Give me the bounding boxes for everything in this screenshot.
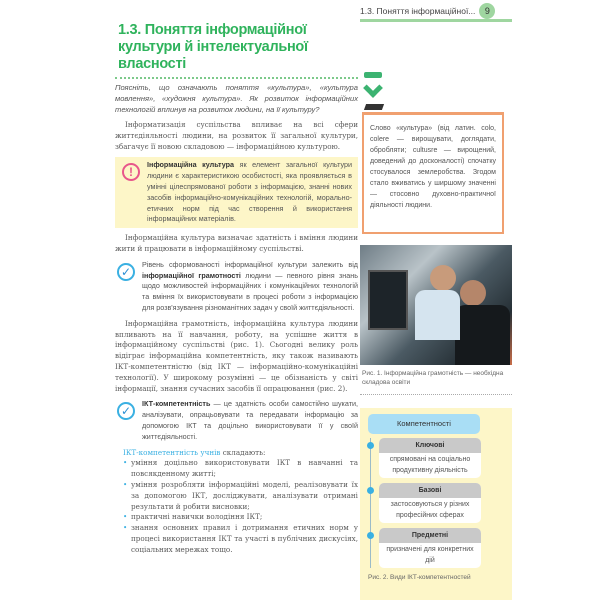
card-title: Предметні xyxy=(379,528,481,543)
divider xyxy=(360,394,512,395)
card-title: Ключові xyxy=(379,438,481,453)
diagram-card-key xyxy=(379,438,504,478)
list-item: • знання основних правил і дотримання етичних норм у процесі використання ІКТ та участі в публічних дискусіях, соціальних мережах тощо. xyxy=(123,523,358,555)
list-intro xyxy=(123,448,358,459)
divider xyxy=(115,77,358,79)
competence-list xyxy=(115,448,358,556)
card-title: Базові xyxy=(379,483,481,498)
etymology-sidebar: Слово «культура» (від латин. colo, colere — вирощувати, доглядати, обробляти; cultusre — вирощений, доведений до досконалості) спочатку стосувалося землеробства. Згодом стало вживатись у ширшому значенні — стосовно духовно-практичної діяльності людини. xyxy=(362,112,504,234)
bullet-dot xyxy=(367,532,374,539)
list-intro-rest: складають: xyxy=(220,447,266,457)
bullet-dot xyxy=(367,442,374,449)
running-title: 1.3. Поняття інформаційної... xyxy=(360,5,476,16)
bullet-dot xyxy=(367,487,374,494)
card-desc: спрямовані на соціально продуктивну діяльність xyxy=(389,456,471,474)
list-item: • практичні навички володіння ІКТ; xyxy=(123,512,358,523)
figure-1-caption: Рис. 1. Інформаційна грамотність — необхідна складова освіти xyxy=(362,370,504,386)
list-item: • уміння доцільно використовувати ІКТ в навчанні та повсякденному житті; xyxy=(123,458,358,480)
students-photo xyxy=(360,245,512,365)
competence-diagram xyxy=(360,408,512,600)
definition-text xyxy=(147,160,352,225)
note-text: людини — певного рівня знань щодо можливостей інформаційних і комунікаційних технологій та вміння їх використовувати в процесі роботи з інформацією для розв'язування різноманітних задач у своїй життєдіяльності. xyxy=(142,270,358,312)
list-intro-term: ІКТ-компетентність учнів xyxy=(123,447,221,457)
note-ict-text xyxy=(142,399,358,442)
exclamation-icon: ! xyxy=(122,163,140,181)
card-desc: призначені для конкретних дій xyxy=(386,546,474,564)
intro-question: Поясніть, що означають поняття «культура», «культура мовлення», «художня культура». Як розвиток інформаційних технологій вплинув на розвиток людини, на її культуру? xyxy=(115,83,358,114)
section-title: 1.3. Поняття інформаційної культури й інтелектуальної власності xyxy=(118,22,308,72)
paragraph-2: Інформаційна культура визначає здатність і вміння людини жити й працювати в інформаційному суспільстві. xyxy=(115,233,358,253)
note-text: — це здатність особи самостійно шукати, аналізувати, опрацьовувати та передавати інформацію за допомогою ІКТ та доцільно використовувати її у своїй життєдіяльності. xyxy=(142,399,358,441)
note-literacy xyxy=(115,260,358,314)
note-term: ІКТ-компетентність xyxy=(142,399,211,409)
note-ict-competence xyxy=(115,399,358,442)
list-item: • уміння розробляти інформаційні моделі, реалізовувати їх за допомогою ІКТ, досліджувати, аналізувати отримані результати й робити висновки; xyxy=(123,480,358,512)
diagram-root: Компетентності xyxy=(368,414,480,434)
note-text: Рівень сформованості інформаційної культури залежить від xyxy=(142,259,358,269)
running-header xyxy=(360,2,512,22)
paragraph-1: Інформатизація суспільства впливає на всі сфери життєдіяльності людини, на розвиток її загальної культури, збагачує її новою складовою — інформаційною культурою. xyxy=(115,120,358,151)
diagram-connector xyxy=(370,438,504,568)
definition-term: Інформаційна культура xyxy=(147,160,235,170)
note-literacy-text xyxy=(142,260,358,314)
diagram-card-subject xyxy=(379,528,504,568)
graduation-cap-icon xyxy=(364,104,384,110)
checkmark-icon: ✓ xyxy=(117,263,135,281)
definition-box xyxy=(115,157,358,228)
page-number: 9 xyxy=(479,3,495,19)
definition-body: як елемент загальної культури людини є характеристикою особистості, яка проявляється в умінні цілеспрямованої роботи з інформацією, знанні нових засобів інформаційно-комунікаційних технологій, морально-етичних норм під час створення й використання інформаційних матеріалів. xyxy=(147,160,353,224)
books-icon xyxy=(364,72,384,100)
paragraph-3: Інформаційна грамотність, інформаційна культура людини впливають на її навчання, роботу, на успішне життя в інформаційному суспільстві (рис. 1). Сьогодні велику роль відіграє інформаційна компетентність, яку також називають ІКТ-компетентністю (від ІКТ — інформаційно-комунікаційні технології). У широкому розумінні — це обізнаність у світі інформації, знання сучасних засобів її опрацювання (рис. 2). xyxy=(115,318,358,393)
diagram-card-basic xyxy=(379,483,504,523)
checkmark-icon: ✓ xyxy=(117,402,135,420)
card-desc: застосовуються у різних професійних сферах xyxy=(390,501,470,519)
note-term: інформаційної грамотності xyxy=(142,270,241,280)
figure-2-caption: Рис. 2. Види ІКТ-компетентностей xyxy=(368,574,471,581)
main-column xyxy=(115,22,358,555)
